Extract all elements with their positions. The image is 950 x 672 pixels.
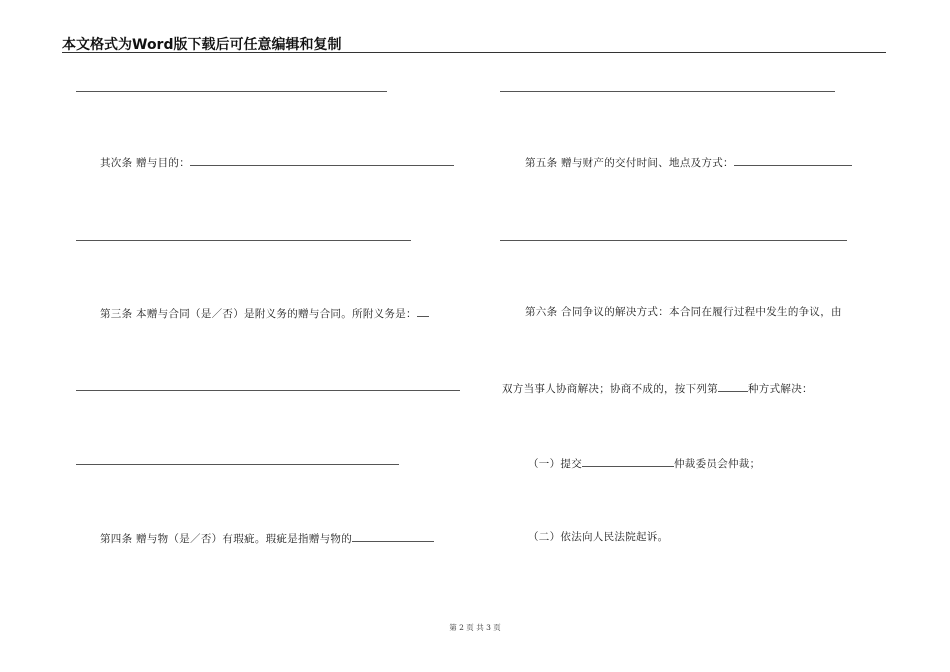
option-2-text: （二）依法向人民法院起诉。 — [528, 531, 669, 543]
fill-in-blank — [417, 305, 429, 317]
article-5-delivery — [525, 154, 852, 170]
article-2-gift-purpose — [100, 154, 454, 170]
article-3-obligation — [100, 305, 429, 321]
fill-in-blank — [352, 530, 434, 542]
article-6-text-a: 双方当事人协商解决；协商不成的，按下列第 — [502, 383, 718, 395]
article-6-continuation — [502, 380, 813, 396]
article-5-text: 第五条 赠与财产的交付时间、地点及方式： — [525, 157, 734, 169]
fill-in-blank — [190, 154, 454, 166]
header-divider — [62, 52, 886, 53]
option-2-litigation — [528, 530, 668, 544]
fill-in-blank — [734, 154, 852, 166]
fill-in-rule — [76, 464, 399, 465]
article-6-dispute — [525, 305, 842, 319]
fill-in-rule — [76, 390, 460, 391]
fill-in-blank — [582, 455, 674, 467]
article-3-text: 第三条 本赠与合同（是／否）是附义务的赠与合同。所附义务是： — [100, 308, 417, 320]
page-number: 第 2 页 共 3 页 — [449, 623, 501, 632]
fill-in-rule — [76, 240, 411, 241]
article-4-defects — [100, 530, 434, 546]
article-6-text-b: 种方式解决： — [748, 383, 813, 395]
article-4-text: 第四条 赠与物（是／否）有瑕疵。瑕疵是指赠与物的 — [100, 533, 353, 545]
option-1-arbitration — [528, 455, 760, 471]
fill-in-rule — [500, 91, 835, 92]
document-header-title: 本文格式为Word版下载后可任意编辑和复制 — [62, 37, 342, 53]
fill-in-rule — [76, 91, 387, 92]
article-6-text: 第六条 合同争议的解决方式：本合同在履行过程中发生的争议，由 — [525, 306, 842, 318]
option-1-text-a: （一）提交 — [528, 458, 582, 470]
fill-in-rule — [500, 240, 847, 241]
article-2-text: 其次条 赠与目的： — [100, 157, 191, 169]
fill-in-blank — [718, 380, 748, 392]
option-1-text-b: 仲裁委员会仲裁； — [674, 458, 761, 470]
